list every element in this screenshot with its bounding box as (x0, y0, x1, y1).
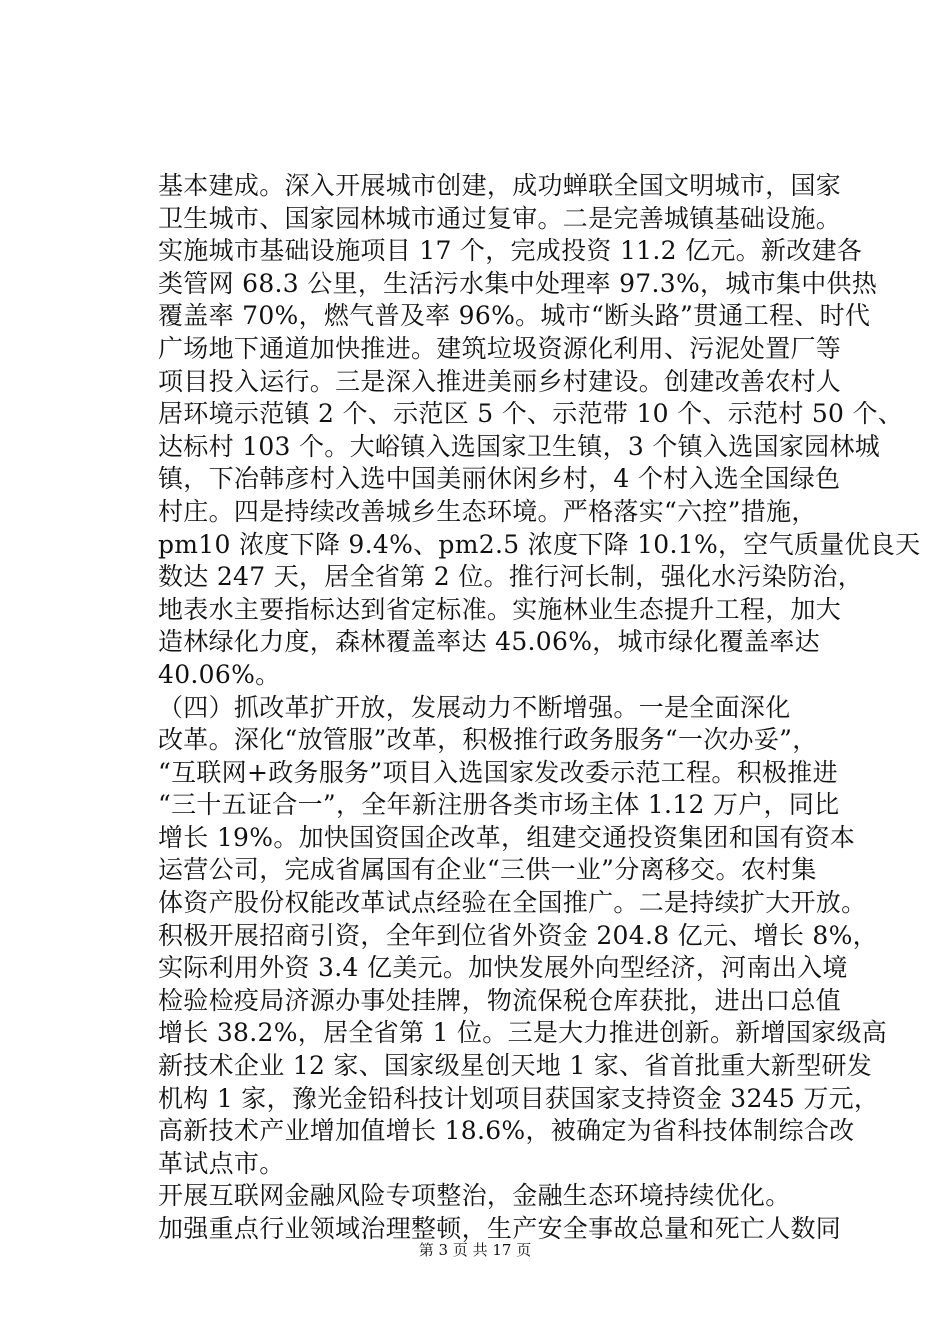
text-line: 加强重点行业领域治理整顿，生产安全事故总量和死亡人数同 (158, 1214, 842, 1243)
text-line: 40.06%。 (158, 659, 281, 689)
text-line: 积极开展招商引资，全年到位省外资金 204.8 亿元、增长 8%， (158, 920, 878, 950)
text-line: 改革。深化“放管服”改革，积极推行政务服务“一次办妥”， (158, 725, 818, 755)
text-line: 广场地下通道加快推进。建筑垃圾资源化利用、污泥处置厂等 (158, 333, 842, 363)
text-line: 增长 19%。加快国资国企改革，组建交通投资集团和国有资本 (158, 822, 856, 852)
text-line: 实施城市基础设施项目 17 个，完成投资 11.2 亿元。新改建各 (158, 236, 863, 266)
text-line: 项目投入运行。三是深入推进美丽乡村建设。创建改善农村人 (158, 366, 842, 396)
text-line: （四）抓改革扩开放，发展动力不断增强。一是全面深化 (158, 692, 791, 722)
text-line: 村庄。四是持续改善城乡生态环境。严格落实“六控”措施， (158, 496, 817, 526)
text-line: 新技术企业 12 家、国家级星创天地 1 家、省首批重大新型研发 (158, 1051, 873, 1081)
text-line: 革试点市。 (158, 1148, 285, 1178)
text-line: 造林绿化力度，森林覆盖率达 45.06%，城市绿化覆盖率达 (158, 627, 820, 657)
page-footer: 第 3 页 共 17 页 (418, 1241, 532, 1259)
text-line: 达标村 103 个。大峪镇入选国家卫生镇，3 个镇入选国家园林城 (158, 431, 881, 461)
text-line: “三十五证合一”，全年新注册各类市场主体 1.12 万户，同比 (158, 790, 840, 820)
text-line: 居环境示范镇 2 个、示范区 5 个、示范带 10 个、示范村 50 个、 (158, 399, 904, 429)
text-line: 增长 38.2%，居全省第 1 位。三是大力推进创新。新增国家级高 (158, 1018, 888, 1048)
text-line: 检验检疫局济源办事处挂牌，物流保税仓库获批，进出口总值 (158, 985, 842, 1015)
text-line: 基本建成。深入开展城市创建，成功蝉联全国文明城市，国家 (158, 171, 842, 200)
text-line: “互联网+政务服务”项目入选国家发改委示范工程。积极推进 (158, 757, 838, 787)
text-line: 高新技术产业增加值增长 18.6%，被确定为省科技体制综合改 (158, 1116, 855, 1146)
text-line: 数达 247 天，居全省第 2 位。推行河长制，强化水污染防治， (158, 562, 864, 592)
text-line: 卫生城市、国家园林城市通过复审。二是完善城镇基础设施。 (158, 203, 842, 233)
text-line: 地表水主要指标达到省定标准。实施林业生态提升工程，加大 (158, 594, 842, 624)
text-line: 实际利用外资 3.4 亿美元。加快发展外向型经济，河南出入境 (158, 953, 848, 983)
text-line: 覆盖率 70%，燃气普及率 96%。城市“断头路”贯通工程、时代 (158, 301, 871, 331)
document-body (158, 170, 921, 1246)
text-line: 类管网 68.3 公里，生活污水集中处理率 97.3%，城市集中供热 (158, 268, 878, 298)
text-line: pm10 浓度下降 9.4%、pm2.5 浓度下降 10.1%，空气质量优良天 (158, 529, 921, 559)
text-line: 镇，下冶韩彦村入选中国美丽休闲乡村，4 个村入选全国绿色 (158, 464, 841, 494)
text-line: 运营公司，完成省属国有企业“三供一业”分离移交。农村集 (158, 855, 817, 885)
text-line: 开展互联网金融风险专项整治，金融生态环境持续优化。 (158, 1181, 791, 1211)
text-line: 机构 1 家，豫光金铅科技计划项目获国家支持资金 3245 万元， (158, 1083, 880, 1113)
text-line: 体资产股份权能改革试点经验在全国推广。二是持续扩大开放。 (158, 888, 867, 918)
